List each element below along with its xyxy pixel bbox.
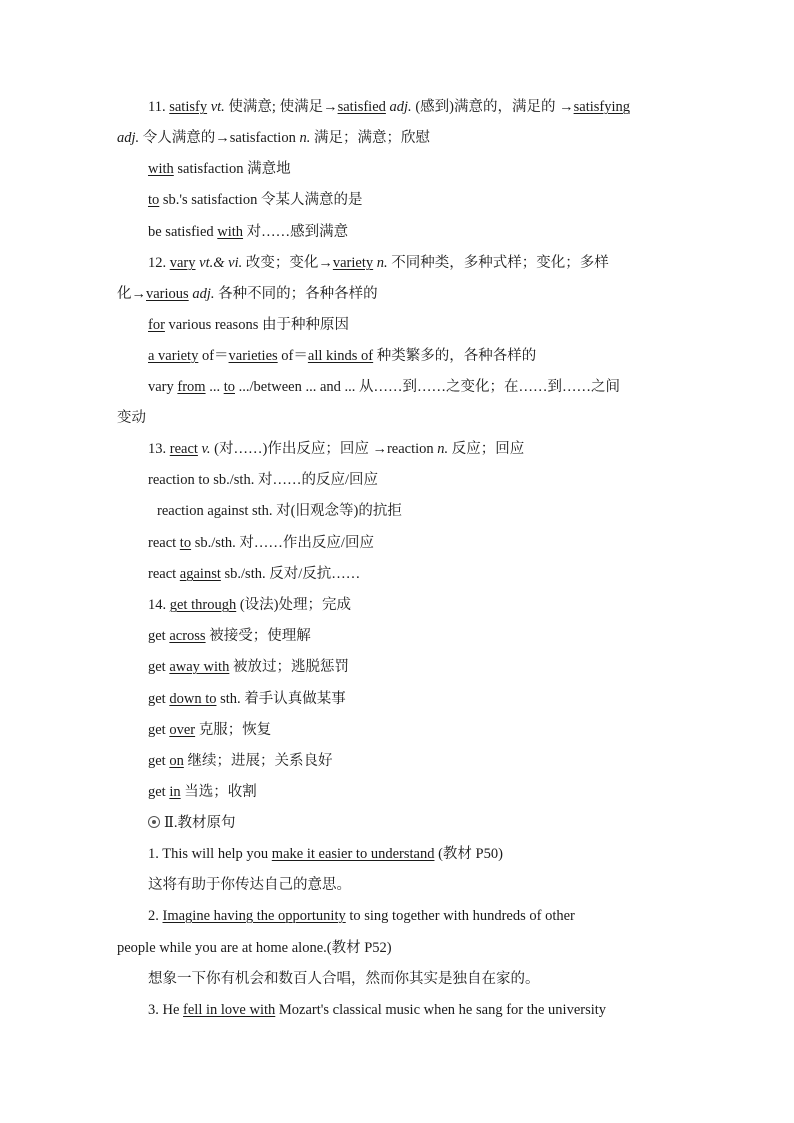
sentence-1-line-1: 1. This will help you make it easier to understand (教材 P50) (148, 846, 503, 862)
entry-13-line-4: react to sb./sth. 对……作出反应/回应 (148, 535, 374, 551)
sentence-3-line-1: 3. He fell in love with Mozart's classical music when he sang for the university (148, 1002, 607, 1018)
section-heading: Ⅱ.教材原句 (148, 813, 235, 833)
sentence-2-line-3: 想象一下你有机会和数百人合唱，然而你其实是独自在家的。 (148, 971, 540, 987)
entry-12-line-3: for various reasons 由于种种原因 (148, 317, 349, 333)
entry-14-line-3: get away with 被放过；逃脱惩罚 (148, 659, 349, 675)
entry-14-line-2: get across 被接受；使理解 (148, 628, 311, 644)
sentence-2-line-2: people while you are at home alone.(教材 P52) (117, 940, 392, 956)
entry-14-line-6: get on 继续；进展；关系良好 (148, 753, 333, 769)
entry-12-line-6: 变动 (117, 410, 146, 426)
entry-11-line-5: be satisfied with 对……感到满意 (148, 224, 349, 240)
entry-12-line-4: a variety of＝varieties of＝all kinds of 种类繁多的，各种各样的 (148, 348, 537, 364)
entry-11-line-2: adj. 令人满意的→satisfaction n. 满足；满意；欣慰 (117, 130, 430, 146)
sentence-2-line-1: 2. Imagine having the opportunity to sing together with hundreds of other (148, 908, 575, 924)
entry-12-line-5: vary from ... to .../between ... and ... 从……到……之变化；在……到……之间 (148, 379, 621, 395)
entry-13-line-2: reaction to sb./sth. 对……的反应/回应 (148, 472, 378, 488)
entry-13-line-1: 13. react v. (对……)作出反应；回应 →reaction n. 反应；回应 (148, 441, 525, 457)
entry-11-line-4: to sb.'s satisfaction 令某人满意的是 (148, 192, 363, 208)
section-bullet-icon (148, 816, 160, 828)
entry-13-line-3: reaction against sth. 对(旧观念等)的抗拒 (157, 503, 402, 519)
entry-12-line-2: 化→various adj. 各种不同的；各种各样的 (117, 286, 378, 302)
entry-12-line-1: 12. vary vt.& vi. 改变；变化→variety n. 不同种类，多种式样；变化；多样 (148, 255, 609, 271)
sentence-1-line-2: 这将有助于你传达自己的意思。 (148, 877, 351, 893)
entry-13-line-5: react against sb./sth. 反对/反抗…… (148, 566, 361, 582)
entry-14-line-4: get down to sth. 着手认真做某事 (148, 691, 346, 707)
entry-14-line-7: get in 当选；收割 (148, 784, 257, 800)
entry-14-line-5: get over 克服；恢复 (148, 722, 272, 738)
entry-11-line-1: 11. satisfy vt. 使满意; 使满足→satisfied adj. (感到)满意的，满足的 →satisfying (148, 99, 630, 115)
entry-11-line-3: with satisfaction 满意地 (148, 161, 291, 177)
entry-14-line-1: 14. get through (设法)处理；完成 (148, 597, 351, 613)
